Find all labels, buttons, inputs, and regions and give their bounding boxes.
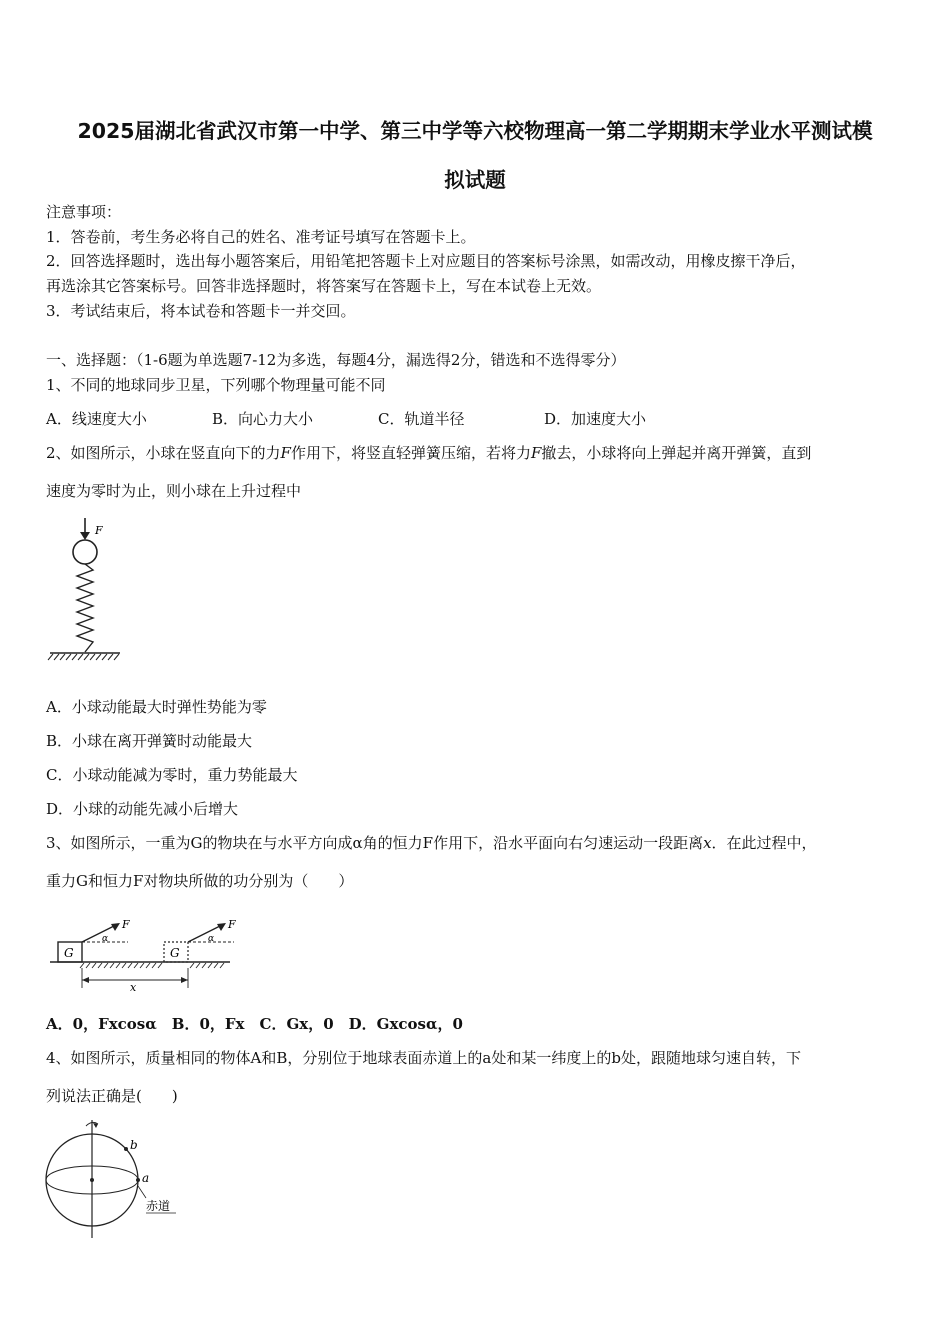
block-start-angle-label: α: [102, 934, 109, 944]
notice-heading: 注意事项：: [46, 203, 122, 221]
q2-stem-line-2: 速度为零时为止，则小球在上升过程中: [46, 482, 302, 500]
block-end-weight-label: G: [170, 946, 180, 960]
q1-stem: 1、不同的地球同步卫星，下列哪个物理量可能不同: [46, 376, 386, 394]
q3-stem-line-1: [46, 833, 817, 853]
q4-stem-line-1: 4、如图所示，质量相同的物体A和B，分别位于地球表面赤道上的a处和某一纬度上的b处，跟随地球匀速自转，下: [46, 1049, 801, 1067]
notice-item-1: 1．答卷前，考生务必将自己的姓名、准考证号填写在答题卡上。: [46, 228, 476, 246]
block-end-force-label: F: [228, 918, 236, 931]
title-line-1: 2025届湖北省武汉市第一中学、第三中学等六校物理高一第二学期期末学业水平测试模: [77, 119, 873, 143]
notice-item-3: 3．考试结束后，将本试卷和答题卡一并交回。: [46, 302, 356, 320]
q3-options: A．0，Fxcosα B．0，Fx C．Gx，0 D．Gxcosα，0: [46, 1015, 463, 1033]
distance-label: x: [130, 981, 137, 994]
q3-stem-b: ．在此过程中，: [711, 834, 817, 852]
q2-stem-b: 作用下，将竖直轻弹簧压缩，若将力: [290, 444, 531, 462]
point-a-label: a: [142, 1171, 150, 1185]
q2-option-a: A．小球动能最大时弹性势能为零: [46, 698, 267, 716]
point-a: [136, 1178, 140, 1182]
spring-icon: [77, 564, 93, 652]
q1-option-d: D．加速度大小: [544, 410, 647, 428]
notice-item-2b: 再选涂其它答案标号。回答非选择题时，将答案写在答题卡上，写在本试卷上无效。: [46, 277, 602, 295]
spring-force-label: F: [95, 524, 103, 537]
equator-label: 赤道: [146, 1199, 171, 1213]
q2-option-b: B．小球在离开弹簧时动能最大: [46, 732, 253, 750]
section-heading: 一、选择题：（1-6题为单选题7-12为多选，每题4分，漏选得2分，错选和不选得零分）: [46, 351, 626, 369]
point-b: [124, 1147, 128, 1151]
block-force-figure: [48, 912, 238, 994]
notice-item-2a: 2．回答选择题时，选出每小题答案后，用铅笔把答题卡上对应题目的答案标号涂黑，如需改动，用橡皮擦干净后，: [46, 252, 806, 270]
q2-stem-a: 2、如图所示，小球在竖直向下的力: [46, 444, 281, 462]
q4-stem-line-2: 列说法正确是( ): [46, 1087, 178, 1105]
q1-option-c: C．轨道半径: [378, 410, 465, 428]
q1-option-a: A．线速度大小: [46, 410, 147, 428]
q2-force-symbol-1: F: [280, 444, 291, 462]
q3-stem-a: 3、如图所示，一重为G的物块在与水平方向成α角的恒力F作用下，沿水平面向右匀速运动一段距离: [46, 834, 704, 852]
q3-distance-symbol: x: [703, 834, 712, 852]
q2-stem-c: 撤去，小球将向上弹起并离开弹簧，直到: [541, 444, 812, 462]
q1-options: [46, 409, 646, 429]
block-start-weight-label: G: [64, 946, 74, 960]
q2-option-d: D．小球的动能先减小后增大: [46, 800, 239, 818]
q2-option-c: C．小球动能减为零时，重力势能最大: [46, 766, 298, 784]
block-end-angle-label: α: [208, 934, 215, 944]
title-line-2: 拟试题: [444, 168, 506, 192]
ball-icon: [73, 540, 97, 564]
earth-figure: [40, 1118, 190, 1240]
q3-stem-line-2: 重力G和恒力F对物块所做的功分别为（ ）: [46, 872, 354, 890]
spring-ball-figure: [45, 514, 135, 664]
block-start-force-label: F: [122, 918, 130, 931]
q1-option-b: B．向心力大小: [212, 410, 314, 428]
q2-stem-line-1: [46, 443, 811, 463]
q2-force-symbol-2: F: [530, 444, 542, 462]
point-b-label: b: [130, 1138, 138, 1152]
